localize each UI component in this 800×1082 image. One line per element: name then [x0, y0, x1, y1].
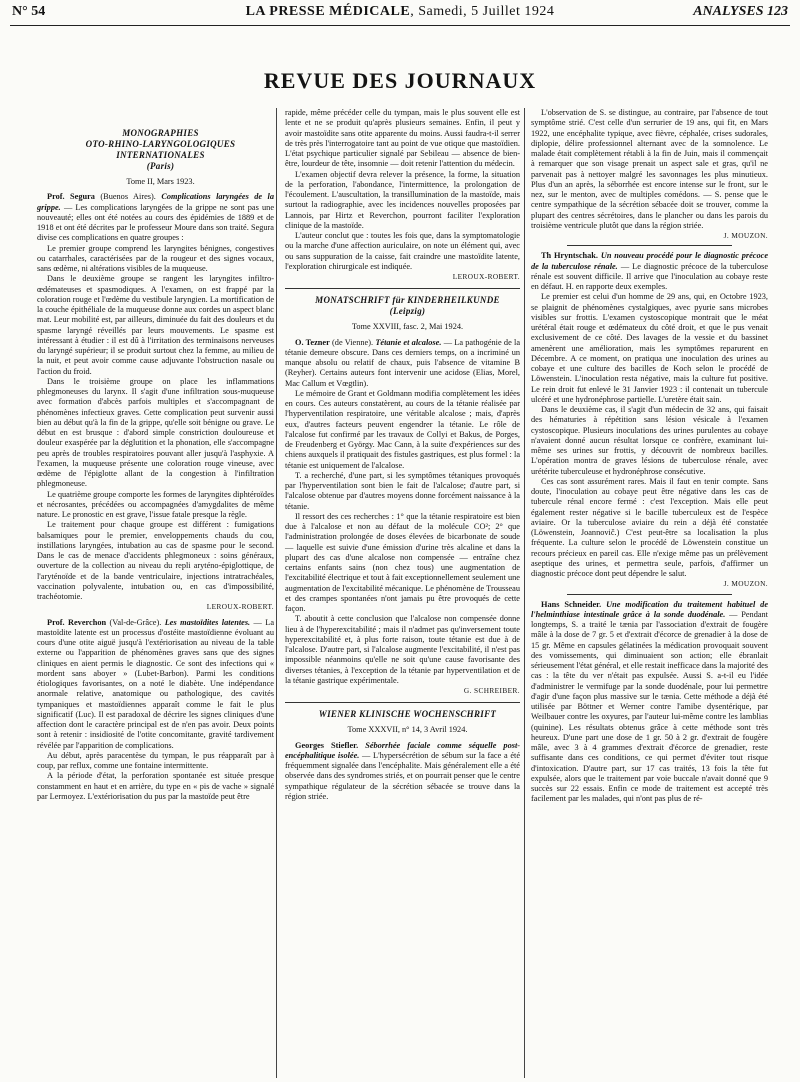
article-paragraph: Dans le deuxième cas, il s'agit d'un médecin de 32 ans, qui faisait des hématuries à répétition sans lésion vésicale à l'examen cystoscopique. Plusieurs inoculations des urines purulentes au cobaye n'avaient donné aucun résultat lorsque ce confrère, examinant lui-même ses urines sur frottis, y découvrit de nombreux bacilles. L'opération montra de graves lésions de tuberculose rénale, avec urétérite tuberculeuse et hydronéphrose consécutive. [531, 405, 768, 476]
journal-title: WIENER KLINISCHE WOCHENSCHRIFT [318, 709, 497, 720]
signature: LEROUX-ROBERT. [206, 602, 274, 612]
issue-line: Tome XXXVII, n° 14, 3 Avril 1924. [347, 725, 468, 735]
section-rule [567, 245, 733, 246]
article-paragraph: Ces cas sont assurément rares. Mais il faut en tenir compte. Sans doute, l'inoculation au cobaye peut être négative dans les cas de tubercule rénal encore fermé : c'est l'exception. Mais elle peut également rester négative si le bacille tuberculeux est de l'espèce aviaire. Or la tuberculose aviaire du rein a déjà été constatée (Löwenstein, Joannovič.) C'est peut-être sa localisation la plus fréquente. La culture selon le procédé de Löwenstein constitue un recours précieux en pareil cas. Elle n'exige même pas un prélèvement aseptique des urines, et permettra seule, parfois, d'affirmer un diagnostic précoce dont peut dépendre le salut. [531, 476, 768, 578]
paragraph-text: — Pendant longtemps, S. a traité le tænia par l'association d'extrait de fougère mâle à la dose de 7 gr. 5 et d'extrait d'écorce de grenadier à la dose de 15 gr. Même en capsules gélatinées la médication provoquait souvent des vomissements, qui diminuaient son action; elle ébranlait sérieusement l'état général, et elle restait inefficace dans la majorité des cas : la tête du ver n'était pas expulsée. Aussi S. a-t-il eu l'idée d'administrer le vermifuge par la sonde duodénale, pour lui permettre d'agir d'une façon plus massive sur le tænia. Cette méthode a déjà été utilisée par Böttner et Werner contre l'amibe dysentérique, par Weilbauer contre les oxyures, par l'auteur lui-même contre les lamblias (quinine). Les résultats obtenus grâce à cette méthode sont très heureux. D'une part une dose de 1 gr. 50 à 2 gr. d'extrait de fougère mâle, avec 3 à 4 grammes d'extrait d'écorce de grenadier, reste suffisante dans ces conditions, ce qui permet d'éviter tout risque d'intoxication. D'autre part, sur 17 cas traités, 13 fois la tête fut expulsée, alors que le traitement par voie buccale n'avait donné que 9 succès sur 22 essais. Enfin ce mode de traitement est accepté très facilement par les malades, qui n'ont pas plus de ré- [531, 609, 769, 804]
article-paragraph [285, 741, 520, 803]
issue-number: N° 54 [12, 4, 46, 19]
paragraph-text: — La mastoïdite latente est un processus d'ostéite mastoïdienne évoluant au cours d'une otite aiguë jusqu'à l'extériorisation au niveau de la table externe ou l'apparition de phénomènes graves sans que des signes cliniques en aient permis le diagnostic. Ce sont des infections qui « mordent sans aboyer » (Lubet-Barbon). Parmi les conditions étiologiques favorisantes, on a noté le diabète. Une indépendance anormale relative, anatomique ou pathologique, des cavités tympaniques et mastoïdiennes apparaît comme le fait le plus significatif (Luc). Il est paradoxal de décrire les signes cliniques d'une affection dont le caractère principal est de n'en pas avoir. Deux points sont à retenir : insidiosité de l'otite concomitante, gravité tardivement révélée par l'apparition de complications. [37, 617, 274, 750]
article-paragraph: Le premier groupe comprend les laryngites bénignes, congestives ou catarrhales, caractérisées par de la rougeur et des signes vocaux, sans œdème, ni altérations visibles de la muqueuse. [37, 243, 274, 273]
article-paragraph: T. a recherché, d'une part, si les symptômes tétaniques provoqués par l'hyperventilation sont bien le fait de l'alcalose; d'autre part, si l'alcalose obtenue par d'autres moyens donne forcément naissance à la tétanie. [285, 470, 520, 511]
article-paragraph: L'auteur conclut que : toutes les fois que, dans la symptomatologie ou la marche d'une affection auriculaire, on note un élément qui, avec ou sans suppuration de la caisse, fait craindre une mastoïdite latente, l'exploration chirurgicale est indiquée. [285, 231, 520, 271]
column-2 [285, 108, 520, 802]
column-1 [37, 108, 274, 802]
issue-line: Tome XXVIII, fasc. 2, Mai 1924. [351, 322, 464, 332]
author: Th Hryntschak. [541, 251, 598, 261]
author: Prof. Reverchon [47, 617, 107, 627]
article-paragraph: T. aboutit à cette conclusion que l'alcalose non compensée donne lieu à de l'hyperexcitabilité ; mais il n'admet pas qu'inversement toute hyperexcitabilité et, à plus forte raison, toute tétanie est due à de l'alcalose. D'autre part, si l'alcalose augmente l'excitabilité, il n'est pas impossible néanmoins qu'elle ne soit qu'une cause favorisante des diverses tétanies, à l'exception de la tétanie par hyperventilation et de la tétanie gastrique expérimentale. [285, 614, 520, 685]
article-paragraph: L'examen objectif devra relever la présence, la forme, la situation de la perforation, l'abondance, l'intermittence, la prolongation de l'écoulement. L'auscultation, la transillumination de la mastoïde, mais surtout la radiographie, avec les incidences nouvelles proposées par Lannois, par Hirtz et Reverchon, pourront faciliter l'exploration clinique de la mastoïde. [285, 169, 520, 230]
journal-line [10, 4, 790, 20]
journal-name: LA PRESSE MÉDICALE [245, 4, 411, 19]
author-place: (de Vienne). [332, 337, 374, 347]
running-header [10, 1, 790, 26]
article-paragraph: rapide, même précéder celle du tympan, mais le plus souvent elle est lente et ne se produit qu'après plusieurs semaines. Enfin, il peut y avoir mastoïdite sans otite apparente du moins. Aussi faudra-t-il serrer de très près l'interrogatoire tant au point de vue otique que mastoïdien. L'état psychique particulier signalé par Sebileau — absence de bien-être, lourdeur de tête, insomnie — doit retenir l'attention du médecin. [285, 108, 520, 169]
article-paragraph: Le quatrième groupe comporte les formes de laryngites diphtéroïdes et nécrosantes, précédées ou accompagnées d'amygdalites de même nature. Le pronostic en est grave, l'issue fatale presque la règle. [37, 489, 274, 519]
paragraph-text: — La pathogénie de la tétanie demeure obscure. Dans ces derniers temps, on a incriminé un manque absolu ou relatif de chaux, puis l'absence de vitamine B (Reyher). Certains auteurs font intervenir une acidose (Elias, Morel, Mac Callum et Vœgtlin). [285, 337, 521, 388]
section-page: ANALYSES 123 [693, 4, 788, 19]
article-paragraph: A la période d'état, la perforation spontanée est située presque constamment en haut et en arrière, du type en « pis de vache » signalé par Lermoyez. L'extériorisation du pus par la mastoïde peut être [37, 771, 274, 801]
signature: LEROUX-ROBERT. [452, 272, 520, 281]
journal-city: (Leipzig) [389, 306, 426, 317]
author-place: (Buenos Aires). [100, 192, 156, 202]
journal-city: (Paris) [146, 161, 175, 171]
section-rule [567, 594, 733, 595]
page-title: REVUE DES JOURNAUX [263, 68, 537, 93]
article-paragraph [285, 338, 520, 389]
section-rule [285, 702, 520, 703]
author: Georges Stiefler. [295, 740, 359, 750]
journal-title: OTO-RHINO-LARYNGOLOGIQUES [85, 139, 236, 149]
author-place: (Val-de-Grâce). [109, 617, 162, 627]
article-paragraph [37, 618, 274, 751]
journal-title: MONOGRAPHIES [122, 128, 199, 138]
paragraph-text: — Les complications laryngées de la grippe ne sont pas une nouveauté; elles ont été notées au cours des épidémies de 1889 et de 1918 et ont été décrites par le professeur Moure dans son traité. Segura divise ces complications en quatre groupes : [37, 202, 275, 243]
signature: J. MOUZON. [723, 231, 768, 240]
signature: J. MOUZON. [723, 579, 768, 589]
article-paragraph: Le premier est celui d'un homme de 29 ans, qui, en Octobre 1923, se plaignit de phénomènes cystalgiques, avec pyurie sans microbes visibles sur frottis. L'examen cystoscopique montrait que le méat urétéral était rouge et œdémateux du côté droit, et que le pus venait exclusivement de ce côté. Des lavages de la vessie et du bassinet amenèrent une amélioration, mais les symptômes reparurent en Décembre. A ce moment, on pratiqua une inoculation des urines au cobaye et une culture des bacilles de Koch selon le procédé de Löwenstein. L'inoculation resta négative, mais la culture fut positive. Le rein droit fut enlevé le 31 Janvier 1923 : il contenait un tubercule ulcéré et une hydronéphrose partielle. L'uretère était sain. [531, 292, 768, 404]
column-divider [276, 108, 277, 1078]
journal-title: INTERNATIONALES [116, 150, 205, 160]
article-title: Tétanie et alcalose. [375, 337, 442, 347]
issue-line: Tome II, Mars 1923. [126, 177, 195, 186]
article-title: Une modification du traitement habituel de l'helminthiase intestinale grâce à la sonde duodénale. [531, 599, 769, 619]
section-rule [285, 288, 520, 289]
author: Prof. Segura [47, 192, 95, 202]
column-3 [531, 108, 768, 805]
article-paragraph [531, 251, 768, 292]
article-title: Séborrhée faciale comme séquelle post-encéphalitique isolée. [285, 740, 521, 760]
article-paragraph: Il ressort des ces recherches : 1° que la tétanie respiratoire est bien due à l'alcalose et non au défaut de la molécule CO²; 2° que l'administration prolongée de doses élevées de bicarbonate de soude — laquelle est suivie d'une émission d'urine très alcaline et dans la plupart des cas d'une alcalose non compensée — entraîne chez certains enfants sains (non chez tous) une augmentation de l'excitabilité électrique et tout à fait exceptionnellement seulement une augmentation de l'excitabilité mécanique. Le phénomène de Trousseau et des crampes spontanées n'ont jamais pu être provoqués de cette façon. [285, 511, 520, 613]
paragraph-text: — Le diagnostic précoce de la tuberculose rénale est souvent difficile. Il arrive que l'inoculation au cobaye reste en défaut. H. en rapporte deux exemples. [531, 261, 769, 291]
article-paragraph: Dans le troisième groupe on place les inflammations phlegmoneuses du larynx. Il s'agit d'une infiltration sous-muqueuse avec formation d'abcès parfois multiples et s'accompagnant de phénomènes infectieux graves. Cette complication peut survenir aussi bien au début qu'à la fin de la grippe, qu'elle soit bénigne ou grave. Le début en est brusque : d'abord simple constriction douloureuse et douleur exaspérée par la déglutition et la phonation, elle s'accompagne peu après de troubles respiratoires pouvant aller jusqu'à l'asphyxie. A l'examen, la muqueuse présente une coloration rouge vineuse, avec œdème de l'épiglotte allant de la congestion à l'infiltration phlegmoneuse. [37, 376, 274, 489]
article-paragraph: Le mémoire de Grant et Goldmann modifia complètement les idées en cours. Ces auteurs constatèrent, au cours de la tétanie réalisée par l'hyperventilation respiratoire, une véritable alcalose ; mais, d'après eux, d'autres facteurs peuvent engendrer la tétanie. Le rôle de l'alcalose fut confirmé par les travaux de Collyi et Bakus, de Porges, de Freudenberg et György. Mac Cann, à la suite d'expériences sur des chiens auxquels il pratiquait des fistules gastriques, est plus formel : la tétanie est uniquement de l'alcalose. [285, 388, 520, 470]
signature: G. SCHREIBER. [463, 686, 520, 695]
article-paragraph [37, 192, 274, 243]
journal-title: MONATSCHRIFT für KINDERHEILKUNDE [315, 295, 500, 306]
paragraph-text: — L'hypersécrétion de sébum sur la face a été fréquemment signalée dans l'encéphalite. Mais généralement elle a été observée dans des syndromes striés, et on pourrait penser que le centre sympathique régulateur de la sécrétion sébacée se trouve dans la région striée. [285, 750, 520, 801]
article-paragraph: Le traitement pour chaque groupe est différent : fumigations balsamiques pour le premier, enveloppements chauds du cou, instillations laryngées, intubation au cas de spasme pour le second. Dans le cas de menace d'accidents phlegmoneux : soins généraux, ouverture de la collection au niveau du repli aryténo-épiglottique, de l'aryténoïde et de la bande ventriculaire, injections intratrachéales, vaccination polyvalente, intubation ou, en cas d'impossibilité, trachéotomie. [37, 520, 274, 601]
article-title: Un nouveau procédé pour le diagnostic précoce de la tuberculose rénale. [531, 251, 769, 271]
column-divider [524, 108, 525, 1078]
article-paragraph: Au début, après paracentèse du tympan, le pus réapparaît par à coup, par reflux, comme une fontaine intermittente. [37, 750, 274, 770]
article-paragraph: L'observation de S. se distingue, au contraire, par l'absence de tout symptôme strié. C'est celle d'un serrurier de 19 ans, qui fit, en Mars 1922, une encéphalite typique, avec fièvre, céphalée, crises sudorales, diplopie, délire professionnel alternant avec de la somnolence. Le malade était complètement rétabli à la fin de Juin, mais il commençait à remarquer que son visage prenait un aspect sale et gras, qu'il ne parvenait pas à nettoyer malgré les savonnages les plus minutieux. Plus d'un an après, la séborrhée est encore intense sur le front, sur le nez, sur le menton, avec de multiples comédons. — S. pense que le centre sympathique de la sécrétion sébacée doit se trouver, comme la plupart des centres sécrétoires, dans le plancher ou dans les parois du troisième ventricule plutôt que dans la région striée. [531, 108, 768, 230]
author: Hans Schneider. [541, 599, 602, 609]
issue-date: , Samedi, 5 Juillet 1924 [410, 4, 555, 19]
article-title: Les mastoïdites latentes. [164, 617, 251, 627]
article-paragraph [531, 600, 768, 805]
article-paragraph: Dans le deuxième groupe se rangent les laryngites infiltro-œdémateuses et spasmodiques. A l'examen, on est frappé par la coloration rouge et l'œdème du vestibule laryngien. La mortification de la couche épithéliale de la muqueuse donne aux cordes un aspect blanc mat. Leur mobilité est, par ailleurs, diminuée du fait des douleurs et du spasme laryngé réveillés par leurs mouvements. Le spasme est intéressant à étudier : il est dû à l'irritation des terminaisons nerveuses du laryngé supérieur; il se produit surtout chez la femme, au milieu de la nuit, et peut avoir comme cause adjuvante l'obstruction nasale ou l'action du froid. [37, 274, 274, 376]
author: O. Tezner [295, 337, 330, 347]
article-title: Complications laryngées de la grippe. [37, 192, 274, 212]
